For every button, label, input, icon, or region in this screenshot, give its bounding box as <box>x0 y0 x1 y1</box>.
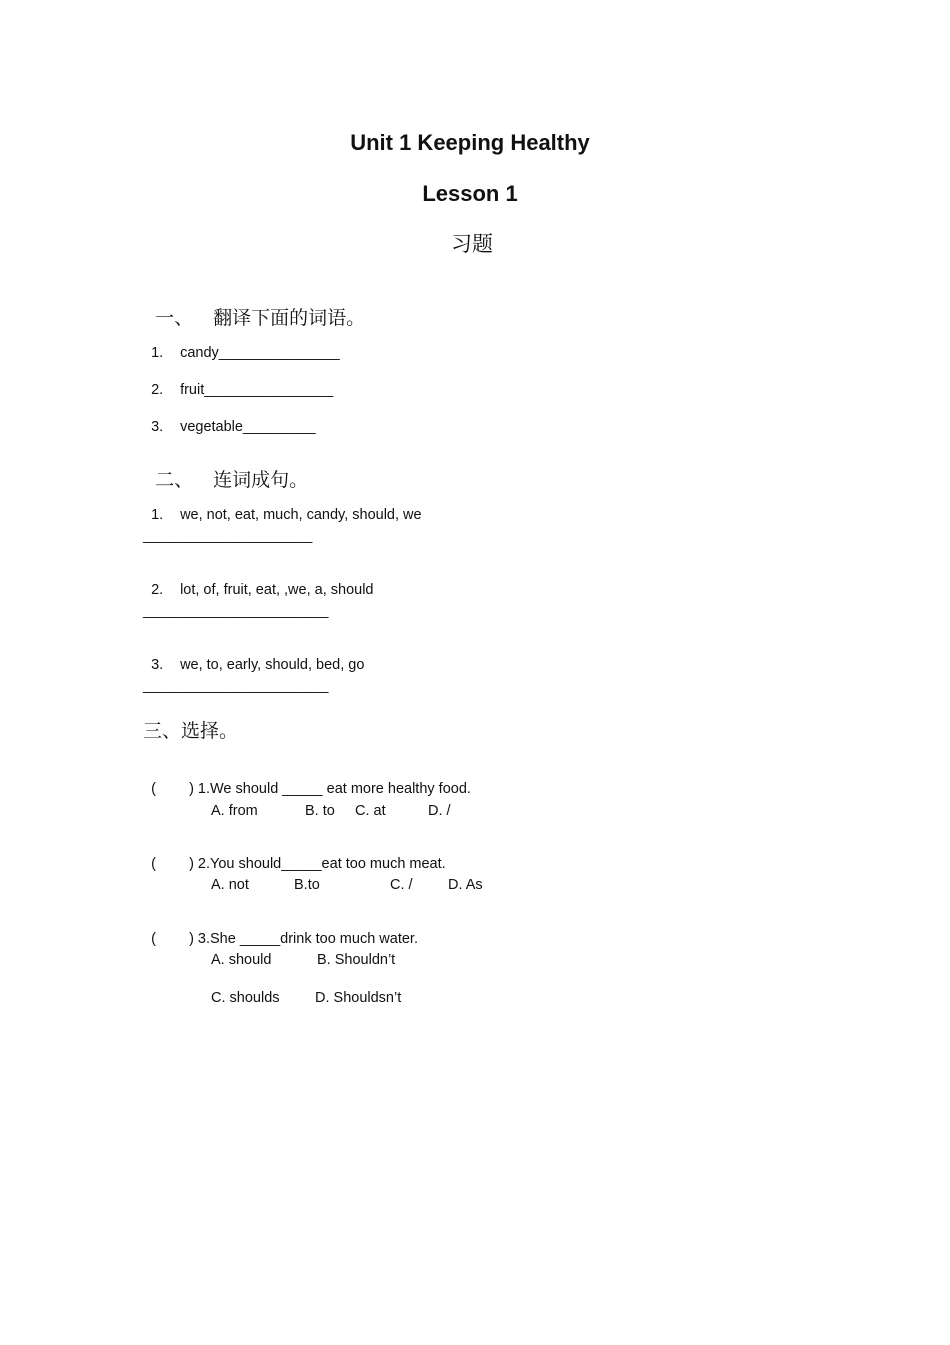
section-2-heading <box>143 443 308 492</box>
list-item <box>143 403 316 435</box>
option-d: D. / <box>428 803 451 819</box>
item-text: fruit________________ <box>180 382 334 398</box>
option-a: A. not <box>211 877 249 893</box>
item-number: 1. <box>151 507 164 523</box>
option-d: D. As <box>448 877 483 893</box>
option-c: C. at <box>355 803 386 819</box>
page-subtitle: 习题 <box>451 232 493 256</box>
section-1-title: 翻译下面的词语。 <box>213 307 366 329</box>
option-a: A. should <box>211 952 272 968</box>
item-text: lot, of, fruit, eat, ,we, a, should <box>180 582 374 598</box>
lesson-title: Lesson 1 <box>422 181 518 206</box>
section-1-heading <box>143 281 365 330</box>
question-1 <box>143 765 471 797</box>
answer-line: _____________________ <box>143 528 313 544</box>
section-2-title: 连词成句。 <box>213 469 309 491</box>
item-number: 2. <box>151 582 164 598</box>
option-d: D. Shouldsn’t <box>315 990 402 1006</box>
item-text: vegetable_________ <box>180 419 316 435</box>
list-item <box>143 641 364 673</box>
option-c: C. shoulds <box>211 990 280 1006</box>
list-item <box>143 566 374 598</box>
answer-paren: ( <box>151 856 156 872</box>
question-text: ) 2.You should_____eat too much meat. <box>189 856 446 872</box>
question-text: ) 3.She _____drink too much water. <box>189 931 418 947</box>
option-b: B.to <box>294 877 320 893</box>
answer-line: _______________________ <box>143 678 329 694</box>
question-3 <box>143 915 418 947</box>
answer-paren: ( <box>151 931 156 947</box>
item-number: 3. <box>151 657 164 673</box>
option-b: B. Shouldn’t <box>317 952 396 968</box>
page-title: Unit 1 Keeping Healthy <box>350 130 590 155</box>
section-2-number: 二、 <box>155 469 194 491</box>
answer-line: _______________________ <box>143 603 329 619</box>
question-2 <box>143 840 446 872</box>
option-c: C. / <box>390 877 413 893</box>
list-item <box>143 366 333 398</box>
item-text: candy_______________ <box>180 345 340 361</box>
item-number: 3. <box>151 419 164 435</box>
answer-paren: ( <box>151 781 156 797</box>
item-text: we, not, eat, much, candy, should, we <box>180 507 422 523</box>
section-1-number: 一、 <box>155 307 194 329</box>
item-number: 2. <box>151 382 164 398</box>
list-item <box>143 491 422 523</box>
list-item <box>143 329 340 361</box>
question-text: ) 1.We should _____ eat more healthy food. <box>189 781 471 797</box>
item-number: 1. <box>151 345 164 361</box>
option-a: A. from <box>211 803 258 819</box>
section-3-heading: 三、选择。 <box>143 720 239 742</box>
item-text: we, to, early, should, bed, go <box>180 657 365 673</box>
option-b: B. to <box>305 803 335 819</box>
